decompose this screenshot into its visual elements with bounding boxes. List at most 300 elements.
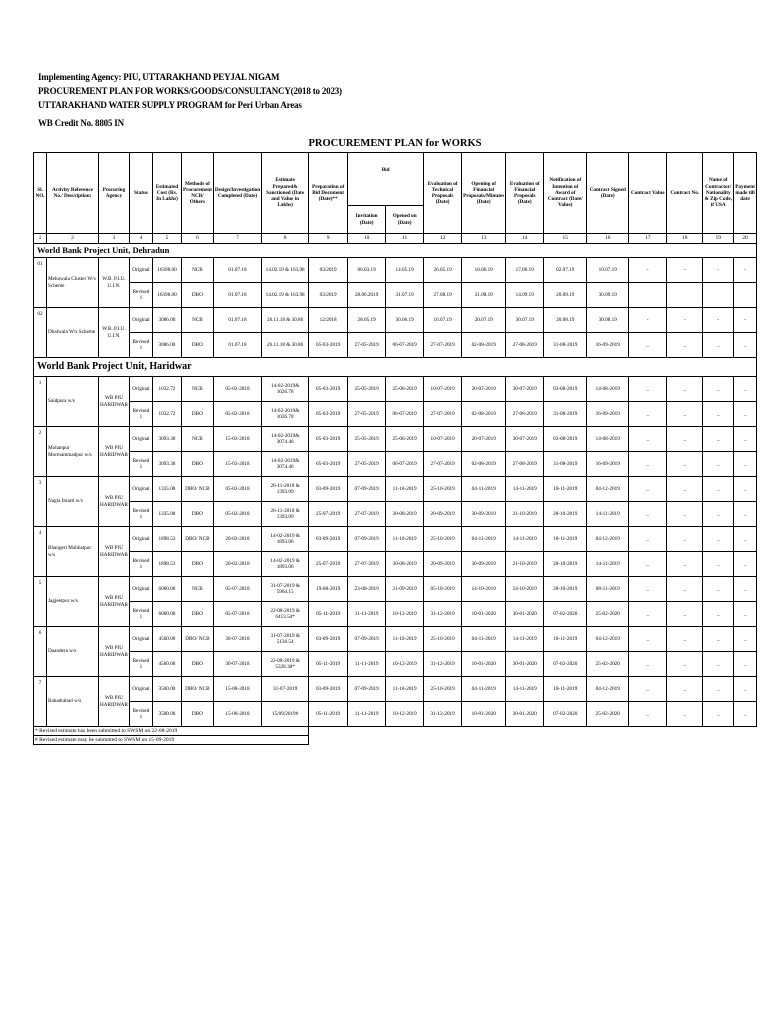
table-row (34, 677, 757, 702)
table-cell: DBO (181, 602, 213, 627)
table-cell: Original (129, 577, 152, 602)
table-cell: Original (129, 308, 152, 333)
col-estimate: Estimate Prepared& Sanctioned (Date and Value in Lakhs) (262, 153, 309, 234)
table-cell: NCB (181, 258, 213, 283)
column-number: 10 (348, 234, 386, 244)
sl-number: 01 (34, 258, 47, 308)
col-eval-tech: Evaluation of Technical Proposals (Date) (424, 153, 462, 234)
table-cell: DBO (181, 402, 213, 427)
table-row (34, 477, 757, 502)
table-cell: _ (734, 552, 757, 577)
footnote-spacer (309, 727, 757, 736)
sl-number: 2 (34, 427, 47, 477)
table-cell: 10.07.19 (587, 258, 629, 283)
table-cell: _ (703, 652, 734, 677)
table-cell: 05-10-2019 (424, 577, 462, 602)
col-contract-signed: Contract Signed (Date) (587, 153, 629, 234)
table-cell: 14-02-2019 & 1893.06 (262, 527, 309, 552)
table-cell: 03-09-2019 (309, 627, 348, 652)
table-cell: 06-07-2019 (386, 452, 424, 477)
table-cell: 27-07-2019 (424, 402, 462, 427)
table-row (34, 527, 757, 552)
table-cell: 05-03-2019 (309, 333, 348, 358)
procuring-agency: WB PIU HARIDWAR (99, 427, 130, 477)
table-cell: Original (129, 677, 152, 702)
table-cell: 25-05-2019 (348, 377, 386, 402)
table-cell: 14.02.19 & 163.98 (262, 283, 309, 308)
table-cell: 05-11-2019 (309, 652, 348, 677)
table-cell: DBO (181, 502, 213, 527)
table-cell: 10.07.19 (424, 308, 462, 333)
table-cell: _ (667, 677, 703, 702)
column-number-row (34, 234, 757, 244)
table-cell: _ (667, 377, 703, 402)
table-cell: 16-09-2019 (587, 452, 629, 477)
col-agency: Procuring Agency (99, 153, 130, 234)
table-cell: DBO (181, 452, 213, 477)
table-cell: 31-12-2019 (424, 602, 462, 627)
column-number: 5 (152, 234, 181, 244)
table-cell: 25-10-2019 (424, 677, 462, 702)
table-cell: 05-11-2019 (309, 702, 348, 727)
table-cell: 31-08-2019 (544, 333, 587, 358)
footnote: # Revised estimate may be submitted to SWSM on 15-09-2019 (34, 736, 309, 745)
col-opened: Opened on (Date) (386, 206, 424, 234)
table-cell: _ (629, 477, 667, 502)
table-cell: _ (734, 477, 757, 502)
table-cell: _ (703, 402, 734, 427)
table-cell: _ (703, 333, 734, 358)
table-cell: _ (629, 333, 667, 358)
table-cell: 25-10-2019 (424, 627, 462, 652)
table-cell: Revised 1 (129, 333, 152, 358)
table-cell: 4500.00 (152, 652, 181, 677)
table-cell: 16398.00 (152, 283, 181, 308)
footnote: * Revised estimate has been submitted to SWSM on 22-08-2019 (34, 727, 309, 736)
table-cell: 27-07-2019 (348, 502, 386, 527)
plan-title: PROCUREMENT PLAN for WORKS (308, 138, 482, 149)
table-cell: 14-02-2019& 3074.46 (262, 452, 309, 477)
table-cell: _ (734, 577, 757, 602)
table-cell: _ (703, 627, 734, 652)
col-contract-no: Contract No. (667, 153, 703, 234)
table-cell: _ (703, 427, 734, 452)
table-cell: 30-01-2020 (506, 652, 544, 677)
table-cell: 27-07-2019 (348, 552, 386, 577)
table-cell: _ (667, 427, 703, 452)
table-cell: 30-08-2019 (386, 502, 424, 527)
table-row (34, 627, 757, 652)
table-cell: 18-11-2019 (544, 627, 587, 652)
table-cell: 22-08-2019 & 6413.54* (262, 602, 309, 627)
table-cell: 27-05-2019 (348, 452, 386, 477)
table-cell: 25-07-2019 (309, 552, 348, 577)
table-cell: 27-07-2019 (424, 333, 462, 358)
table-cell: 3093.30 (152, 427, 181, 452)
table-cell: 3093.30 (152, 452, 181, 477)
table-cell: DBO (181, 652, 213, 677)
table-cell: _ (667, 602, 703, 627)
table-cell: 25-02-2020 (587, 702, 629, 727)
table-cell: _ (667, 702, 703, 727)
table-cell: 30.08.19 (587, 308, 629, 333)
column-number: 17 (629, 234, 667, 244)
table-cell: 30.09.19 (587, 283, 629, 308)
table-row (34, 333, 757, 358)
table-cell: _ (734, 333, 757, 358)
table-cell: 05-03-2019 (309, 377, 348, 402)
section-row (34, 358, 757, 377)
table-cell (703, 283, 734, 308)
table-cell: _ (667, 452, 703, 477)
table-cell: 31-07-2019 & 5964.15 (262, 577, 309, 602)
table-cell: Revised 1 (129, 652, 152, 677)
table-cell: 04-12-2019 (587, 627, 629, 652)
table-cell: _ (667, 402, 703, 427)
procuring-agency: WB PIU HARIDWAR (99, 627, 130, 677)
table-cell: 05-11-2019 (309, 602, 348, 627)
table-cell: 25-06-2019 (386, 427, 424, 452)
table-cell: Original (129, 427, 152, 452)
table-cell: 15-08-2018 (213, 702, 261, 727)
table-cell: 30-07-2018 (213, 652, 261, 677)
table-cell: _ (734, 702, 757, 727)
table-cell: _ (667, 527, 703, 552)
table-cell: 07-02-2020 (544, 702, 587, 727)
table-cell: Original (129, 258, 152, 283)
table-cell: 18-11-2019 (544, 477, 587, 502)
table-cell: 30-08-2019 (386, 552, 424, 577)
table-cell: 27-08-2019 (506, 402, 544, 427)
table-cell: 14-11-2019 (506, 477, 544, 502)
table-cell: 31-08-2019 (544, 452, 587, 477)
table-cell: 04-11-2019 (462, 677, 506, 702)
table-cell: NCB (181, 427, 213, 452)
table-cell: 1032.72 (152, 377, 181, 402)
table-cell: 14.09.19 (506, 283, 544, 308)
table-cell: Revised 1 (129, 283, 152, 308)
table-cell: 16398.00 (152, 258, 181, 283)
table-cell: 1898.53 (152, 527, 181, 552)
table-cell: 03/2019 (309, 283, 348, 308)
table-cell: 30-09-2019 (462, 552, 506, 577)
table-cell: 11-10-2019 (386, 627, 424, 652)
project-name: Daandera w/s (47, 627, 99, 677)
table-cell: 4500.00 (152, 627, 181, 652)
column-number: 1 (34, 234, 47, 244)
table-cell: 10-12-2019 (386, 602, 424, 627)
project-name: Dhalwala W/s Scheme (47, 308, 99, 358)
col-invitation: Invitation (Date) (348, 206, 386, 234)
table-cell: Revised 1 (129, 552, 152, 577)
table-cell: 14-08-2019 (587, 377, 629, 402)
table-cell: NCB (181, 308, 213, 333)
sl-number: 02 (34, 308, 47, 358)
table-cell: _ (667, 502, 703, 527)
table-cell: 6000.00 (152, 577, 181, 602)
table-cell: 05-02-2018 (213, 377, 261, 402)
sl-number: 3 (34, 477, 47, 527)
table-cell: _ (734, 502, 757, 527)
table-cell: 02.07.19 (544, 258, 587, 283)
table-cell: 21-10-2019 (506, 502, 544, 527)
table-cell: DBO/ NCB (181, 677, 213, 702)
section-title: World Bank Project Unit, Haridwar (34, 358, 757, 377)
table-cell: 20-02-2018 (213, 527, 261, 552)
table-row (34, 283, 757, 308)
procuring-agency: WB PIU HARIDWAR (99, 377, 130, 427)
table-row (34, 552, 757, 577)
table-cell: _ (703, 577, 734, 602)
table-cell: 26.11.18 & 30.86 (262, 308, 309, 333)
table-cell: 05-02-2018 (213, 477, 261, 502)
table-cell: 20.07.19 (462, 308, 506, 333)
table-row (34, 702, 757, 727)
table-cell: DBO/ NCB (181, 477, 213, 502)
table-cell: 31-08-2019 (544, 402, 587, 427)
col-notification: Notification of Intention of Award of Contract (Date/ Value) (544, 153, 587, 234)
table-cell: Revised 1 (129, 402, 152, 427)
table-row (34, 652, 757, 677)
col-open-fin: Opening of Financial Proposals/Minutes (Date) (462, 153, 506, 234)
table-cell: _ (629, 652, 667, 677)
table-cell: 31.07.19 (386, 283, 424, 308)
table-cell: 08-11-2019 (587, 577, 629, 602)
table-cell: _ (629, 702, 667, 727)
table-cell: _ (703, 477, 734, 502)
table-cell: 01.07.18 (213, 258, 261, 283)
procuring-agency: W.B. P.I.U. U.I.N. (99, 258, 130, 308)
table-cell: 11-10-2019 (386, 527, 424, 552)
table-cell (667, 283, 703, 308)
procuring-agency: W.B. P.I.U. U.I.N. (99, 308, 130, 358)
col-contract-value: Contract Value (629, 153, 667, 234)
table-cell: 20.08.19 (544, 308, 587, 333)
table-cell: NCB (181, 377, 213, 402)
table-cell: 03-08-2019 (544, 377, 587, 402)
table-row (34, 452, 757, 477)
col-status: Status (129, 153, 152, 234)
table-cell: 04-12-2019 (587, 477, 629, 502)
project-name: Mohanpur Mormammadpur w/s (47, 427, 99, 477)
table-cell: 14-08-2019 (587, 427, 629, 452)
col-method: Methods of Procurement NCB/ Others (181, 153, 213, 234)
table-cell: 04-11-2019 (462, 627, 506, 652)
table-cell: 06-07-2019 (386, 333, 424, 358)
project-name: Jagjeetpur w/s (47, 577, 99, 627)
table-cell: DBO (181, 333, 213, 358)
table-cell: _ (703, 377, 734, 402)
table-cell: 30.06.19 (386, 308, 424, 333)
table-cell: 1335.08 (152, 477, 181, 502)
table-cell: 07-09-2019 (348, 627, 386, 652)
table-cell: DBO (181, 552, 213, 577)
procurement-table (33, 152, 757, 745)
agency-line: Implementing Agency: PIU, UTTARAKHAND PEYJAL NIGAM (38, 72, 280, 82)
table-cell: _ (734, 627, 757, 652)
table-cell: 01.07.18 (213, 283, 261, 308)
table-cell: _ (734, 677, 757, 702)
table-cell: 10.06.19 (462, 258, 506, 283)
table-cell: 24-10-2019 (506, 577, 544, 602)
table-cell: _ (629, 427, 667, 452)
table-cell: 26.11.18 & 30.86 (262, 333, 309, 358)
credit-line: WB Credit No. 8805 IN (38, 118, 124, 128)
table-cell: 6000.00 (152, 602, 181, 627)
table-row (34, 377, 757, 402)
table-cell: 03-08-2019 (544, 427, 587, 452)
table-cell: DBO/ NCB (181, 527, 213, 552)
table-cell: Original (129, 627, 152, 652)
column-number: 9 (309, 234, 348, 244)
table-cell: 22-08-2019 & 5328.30* (262, 652, 309, 677)
table-cell: 14-11-2019 (587, 502, 629, 527)
table-cell: 04-11-2019 (462, 527, 506, 552)
column-number: 16 (587, 234, 629, 244)
table-cell: 25-02-2020 (587, 652, 629, 677)
table-cell: _ (667, 652, 703, 677)
table-cell: 05-03-2019 (309, 452, 348, 477)
table-cell: 31-07-2019 (262, 677, 309, 702)
table-cell: 10-01-2020 (462, 602, 506, 627)
col-bid-doc: Preparation of Bid Document (Date)** (309, 153, 348, 234)
sl-number: 4 (34, 527, 47, 577)
table-cell: 27-07-2019 (424, 452, 462, 477)
column-number: 15 (544, 234, 587, 244)
table-cell: Revised 1 (129, 502, 152, 527)
column-number: 18 (667, 234, 703, 244)
table-cell: _ (629, 552, 667, 577)
table-cell: 14-10-2019 (462, 577, 506, 602)
table-row (34, 308, 757, 333)
table-cell: 03-09-2019 (309, 527, 348, 552)
table-cell: 03/2019 (309, 258, 348, 283)
table-cell: 31.08.19 (462, 283, 506, 308)
table-cell: 31-12-2019 (424, 702, 462, 727)
table-cell: 30-01-2020 (506, 602, 544, 627)
table-cell: _ (629, 452, 667, 477)
column-number: 14 (506, 234, 544, 244)
table-cell: NCB (181, 577, 213, 602)
table-cell: 26.05.19 (424, 258, 462, 283)
table-cell: 27-05-2019 (348, 402, 386, 427)
table-cell: 25-10-2019 (424, 477, 462, 502)
table-cell: 3086.00 (152, 308, 181, 333)
table-cell: 16-09-2019 (587, 333, 629, 358)
column-number: 19 (703, 234, 734, 244)
table-cell: 05-03-2019 (309, 427, 348, 452)
table-cell: _ (703, 502, 734, 527)
column-number: 12 (424, 234, 462, 244)
table-cell: 07-09-2019 (348, 527, 386, 552)
table-cell: _ (667, 477, 703, 502)
column-number: 7 (213, 234, 261, 244)
project-name: Nagla Imarti w/s (47, 477, 99, 527)
table-cell: 15-03-2018 (213, 427, 261, 452)
table-cell: 11-10-2019 (386, 477, 424, 502)
table-row (34, 602, 757, 627)
table-row (34, 577, 757, 602)
table-cell: Original (129, 527, 152, 552)
table-row (34, 258, 757, 283)
table-cell: 14-11-2019 (587, 552, 629, 577)
table-cell: 05-07-2018 (213, 602, 261, 627)
table-cell: _ (667, 577, 703, 602)
table-cell: - (667, 258, 703, 283)
table-row (34, 427, 757, 452)
table-cell: 17.06.19 (506, 258, 544, 283)
table-cell: _ (667, 627, 703, 652)
table-cell: 11-11-2019 (348, 602, 386, 627)
table-cell: 20-09-2019 (424, 502, 462, 527)
table-cell: 30-01-2020 (506, 702, 544, 727)
table-cell: _ (734, 452, 757, 477)
table-cell: _ (629, 577, 667, 602)
table-cell (629, 283, 667, 308)
col-eval-fin: Evaluation of Financial Proposals (Date) (506, 153, 544, 234)
sl-number: 7 (34, 677, 47, 727)
procuring-agency: WB PIU HARIDWAR (99, 527, 130, 577)
table-cell: 02-08-2019 (462, 333, 506, 358)
plan-period-line: PROCUREMENT PLAN FOR WORKS/GOODS/CONSULTANCY(2018 to 2023) (38, 86, 342, 96)
table-cell: 10-01-2020 (462, 702, 506, 727)
table-cell: - (629, 258, 667, 283)
table-cell: _ (703, 552, 734, 577)
col-bid: Bid (348, 153, 424, 206)
column-number: 6 (181, 234, 213, 244)
table-cell: - (629, 308, 667, 333)
table-cell: 25-05-2019 (348, 427, 386, 452)
table-cell: 03-09-2019 (309, 677, 348, 702)
col-sl: Sl. NO. (34, 153, 47, 234)
table-cell: DBO (181, 283, 213, 308)
col-cost: Estimated Cost (Rs. In Lakhs) (152, 153, 181, 234)
table-cell: 31-12-2019 (424, 652, 462, 677)
table-cell: Revised 1 (129, 452, 152, 477)
table-cell: 14.02.19 & 163.98 (262, 258, 309, 283)
table-cell: 14-11-2019 (506, 527, 544, 552)
table-cell: 16-09-2019 (587, 402, 629, 427)
project-name: Bhangeri Mahhatpur w/s (47, 527, 99, 577)
table-cell: 28.05.19 (348, 308, 386, 333)
table-cell: 10-01-2020 (462, 652, 506, 677)
table-cell: 07-09-2019 (348, 477, 386, 502)
sl-number: 6 (34, 627, 47, 677)
table-cell: 27-08-2019 (506, 333, 544, 358)
column-number: 13 (462, 234, 506, 244)
table-cell: 20-09-2019 (424, 552, 462, 577)
table-cell: 25-07-2019 (309, 502, 348, 527)
section-row (34, 244, 757, 258)
table-cell: - (703, 308, 734, 333)
table-cell: 20-07-2019 (462, 377, 506, 402)
table-cell: 07-02-2020 (544, 652, 587, 677)
sl-number: 5 (34, 577, 47, 627)
col-payment: Payment made till date (734, 153, 757, 234)
table-cell: 18-11-2019 (544, 677, 587, 702)
project-name: Bahadrabad w/s (47, 677, 99, 727)
table-cell: 28-10-2019 (544, 577, 587, 602)
table-cell: 10-07-2019 (424, 377, 462, 402)
table-cell: 25-06-2019 (386, 377, 424, 402)
program-line: UTTARAKHAND WATER SUPPLY PROGRAM for Peri Urban Areas (38, 100, 302, 110)
table-cell: _ (629, 377, 667, 402)
table-cell: 26-11-2018 & 1393.09 (262, 502, 309, 527)
table-cell: 03-09-2019 (309, 477, 348, 502)
table-cell: _ (629, 602, 667, 627)
table-cell: 14-02-2019 & 1893.06 (262, 552, 309, 577)
table-cell: 06-07-2019 (386, 402, 424, 427)
